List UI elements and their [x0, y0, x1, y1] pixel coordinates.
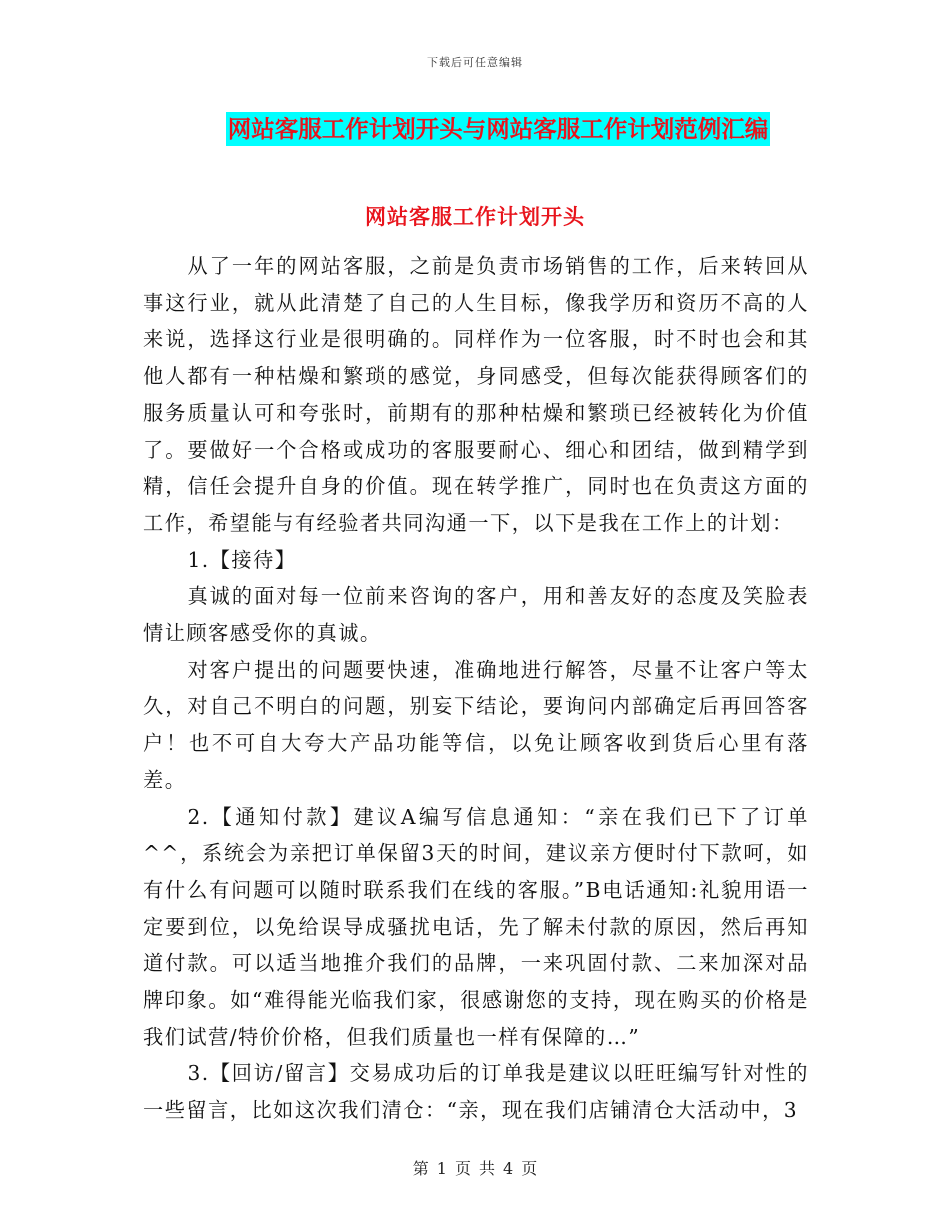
footer-total-prefix: 共 [479, 1159, 496, 1178]
footer-page-number: 1 [436, 1159, 447, 1178]
paragraph-reception-1: 真诚的面对每一位前来咨询的客户，用和善友好的态度及笑脸表情让顾客感受你的真诚。 [143, 584, 809, 646]
paragraph-payment-notice: 2.【通知付款】建议A编写信息通知：“亲在我们已下了订单^^，系统会为亲把订单保留3天的时间，建议亲方便时付下款呵，如有什么有问题可以随时联系我们在线的客服。”B电话通知:礼貌用语一定要到位，以免给误导成骚扰电话，先了解未付款的原因，然后再知道付款。可以适当地推介我们的品牌，一来巩固付款、二来加深对品牌印象。如“难得能光临我们家，很感谢您的支持，现在购买的价格是我们试营/特价价格，但我们质量也一样有保障的…” [143, 804, 809, 1049]
footer-suffix: 页 [521, 1159, 538, 1178]
page-footer [0, 1156, 950, 1179]
section-title: 网站客服工作计划开头 [365, 204, 585, 229]
download-note: 下载后可任意编辑 [427, 56, 523, 69]
main-title: 网站客服工作计划开头与网站客服工作计划范例汇编 [226, 112, 771, 146]
document-body [143, 248, 809, 1129]
paragraph-heading-reception: 1.【接待】 [187, 547, 297, 572]
footer-total-pages: 4 [503, 1159, 514, 1178]
paragraph-reception-2: 对客户提出的问题要快速，准确地进行解答，尽量不让客户等太久，对自己不明白的问题，别妄下结论，要询问内部确定后再回答客户！也不可自大夸大产品功能等信，以免让顾客收到货后心里有落差。 [143, 657, 809, 792]
paragraph-followup: 3.【回访/留言】交易成功后的订单我是建议以旺旺编写针对性的一些留言，比如这次我们清仓：“亲，现在我们店铺清仓大活动中，3 [143, 1061, 809, 1123]
main-title-container [0, 112, 950, 146]
footer-page-word: 页 [454, 1159, 471, 1178]
footer-prefix: 第 [412, 1159, 429, 1178]
paragraph-intro: 从了一年的网站客服，之前是负责市场销售的工作，后来转回从事这行业，就从此清楚了自己的人生目标，像我学历和资历不高的人来说，选择这行业是很明确的。同样作为一位客服，时不时也会和其他人都有一种枯燥和繁琐的感觉，身同感受，但每次能获得顾客们的服务质量认可和夸张时，前期有的那种枯燥和繁琐已经被转化为价值了。要做好一个合格或成功的客服要耐心、细心和团结，做到精学到精，信任会提升自身的价值。现在转学推广，同时也在负责这方面的工作，希望能与有经验者共同沟通一下，以下是我在工作上的计划： [143, 254, 809, 535]
